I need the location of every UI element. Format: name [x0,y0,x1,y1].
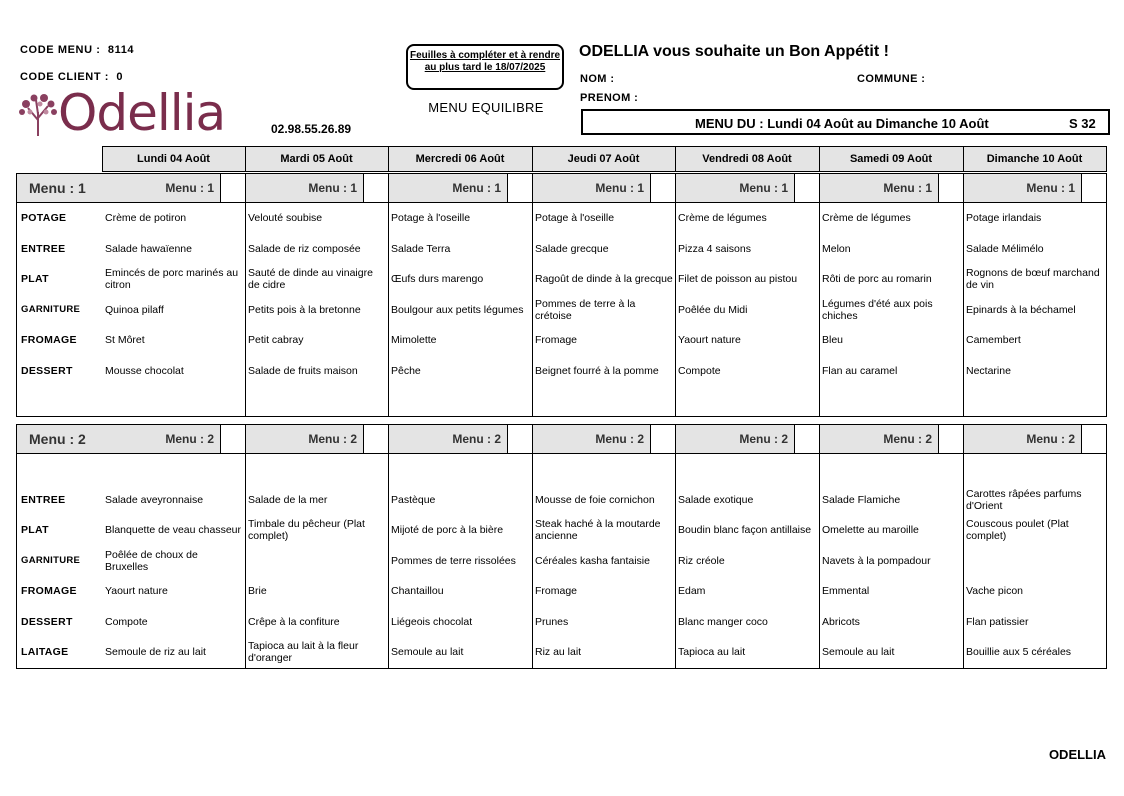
dish: Poêlée du Midi [678,303,748,316]
dish: Crème de légumes [678,212,767,225]
category-label: FROMAGE [21,585,77,598]
menu2-day-column [820,454,964,669]
footer-brand: ODELLIA [1048,747,1106,762]
dish: Pizza 4 saisons [678,242,751,255]
dish: St Môret [105,334,145,347]
dish: Beignet fourré à la pomme [535,364,659,377]
category-label: FROMAGE [21,334,77,347]
dish [389,454,532,485]
menu2-day-column [964,454,1107,669]
dish: Tapioca au lait à la fleur d'oranger [248,640,359,665]
dish: Potage irlandais [966,212,1042,225]
dish: Timbale du pêcheur (Plat complet) [248,518,365,543]
menu1-col-label: Menu : 1 [165,181,214,195]
menu2-col-label: Menu : 2 [165,432,214,446]
day-header-cell: Jeudi 07 Août [532,147,675,172]
menu1-col-label: Menu : 1 [595,181,644,195]
menu2-checkbox[interactable] [794,425,819,453]
menu1-day-column [964,203,1107,417]
dish: Bleu [822,334,844,347]
dish: Fromage [535,334,578,347]
dish: Crème de potiron [105,212,187,225]
dish [820,454,963,485]
menu1-checkbox[interactable] [220,174,245,202]
logo-text: Odellia [58,84,226,142]
menu2-checkbox[interactable] [507,425,532,453]
dish: Sauté de dinde au vinaigre de cidre [248,267,373,292]
dish: Yaourt nature [105,585,168,598]
day-header-cell: Samedi 09 Août [819,147,963,172]
dish: Pêche [391,364,421,377]
menu1-title-cell [17,174,246,203]
dish: Poêlée de choux de Bruxelles [105,548,198,573]
dish: Emincés de porc marinés au citron [105,267,239,292]
category-label: GARNITURE [21,303,81,315]
menu1-checkbox[interactable] [1081,174,1106,202]
menu-period-box [581,109,1110,135]
code-menu: CODE MENU : 8114 [20,44,135,56]
dish: Flan patissier [966,615,1029,628]
dish: Céréales kasha fantaisie [535,554,650,567]
menu2-day-column [533,454,676,669]
category-label: PLAT [21,524,49,537]
nom-label: NOM : [580,73,615,85]
category-label: POTAGE [21,212,67,225]
dish: Emmental [822,585,870,598]
dish: Ragoût de dinde à la grecque [535,273,673,286]
menu1-day-column [246,203,389,417]
dish: Abricots [822,615,860,628]
corner-blank [16,147,102,172]
dish: Semoule de riz au lait [105,646,206,659]
menu2-col-label: Menu : 2 [452,432,501,446]
dish: Rôti de porc au romarin [822,273,932,286]
menu1-col-label: Menu : 1 [308,181,357,195]
dish: Mousse de foie cornichon [535,493,655,506]
dish: Compote [678,364,721,377]
menu2-title-cell [17,425,246,454]
menu2-checkbox[interactable] [650,425,675,453]
dish: Mimolette [391,334,437,347]
dish: Petits pois à la bretonne [248,303,361,316]
dish: Bouillie aux 5 céréales [966,646,1072,659]
menu1-checkbox[interactable] [507,174,532,202]
menu1-title: Menu : 1 [29,180,86,196]
dish: Salade aveyronnaise [105,493,204,506]
dish: Epinards à la béchamel [966,303,1076,316]
dish: Liégeois chocolat [391,615,473,628]
menu1-day-column [533,203,676,417]
day-header-cell: Mercredi 06 Août [388,147,532,172]
menu2-table [16,424,1107,669]
menu2-col-label: Menu : 2 [308,432,357,446]
menu2-checkbox[interactable] [1081,425,1106,453]
dish [676,454,819,485]
dish: Quinoa pilaff [105,303,164,316]
prenom-label: PRENOM : [580,92,639,104]
dish: Mousse chocolat [105,364,184,377]
menu1-table [16,173,1107,417]
dish: Velouté soubise [248,212,323,225]
menu2-checkbox[interactable] [938,425,963,453]
menu1-checkbox[interactable] [794,174,819,202]
dish: Légumes d'été aux pois chiches [822,297,933,322]
menu-type: MENU EQUILIBRE [428,100,544,115]
dish [964,546,1106,577]
menu1-checkbox[interactable] [650,174,675,202]
dish: Carottes râpées parfums d'Orient [966,487,1082,512]
menu2-day-column [246,454,389,669]
day-header-cell: Mardi 05 Août [245,147,388,172]
menu2-checkbox[interactable] [363,425,388,453]
code-menu-value: 8114 [107,44,135,56]
dish [964,454,1106,485]
menu-period: MENU DU : Lundi 04 Août au Dimanche 10 Août [695,116,989,131]
day-header [16,146,1107,172]
dish: Salade Flamiche [822,493,901,506]
dish: Petit cabray [248,334,304,347]
greeting: ODELLIA vous souhaite un Bon Appétit ! [579,43,889,60]
dish: Riz créole [678,554,725,567]
dish: Chantaillou [391,585,444,598]
menu2-checkbox[interactable] [220,425,245,453]
dish: Salade grecque [535,242,609,255]
menu1-col-label: Menu : 1 [739,181,788,195]
dish: Salade exotique [678,493,754,506]
category-label: DESSERT [21,615,73,628]
dish: Salade de riz composée [248,242,361,255]
dish: Prunes [535,615,569,628]
week-number: S 32 [1069,116,1096,131]
dish: Salade hawaïenne [105,242,192,255]
code-client-value: 0 [116,71,124,83]
dish: Blanquette de veau chasseur [105,524,242,537]
dish: Edam [678,585,706,598]
menu2-col-label: Menu : 2 [1026,432,1075,446]
dish: Mijoté de porc à la bière [391,524,504,537]
dish: Riz au lait [535,646,582,659]
dish: Brie [248,585,267,598]
menu2-day-column [676,454,820,669]
menu1-day-column [17,203,246,417]
dish: Salade de la mer [248,493,328,506]
dish: Boudin blanc façon antillaise [678,524,812,537]
menu1-checkbox[interactable] [938,174,963,202]
dish: Salade Mélimélo [966,242,1044,255]
dish: Navets à la pompadour [822,554,931,567]
category-label: GARNITURE [21,554,81,566]
category-label: ENTREE [21,493,66,506]
dish: Fromage [535,585,578,598]
dish: Melon [822,242,851,255]
dish: Couscous poulet (Plat complet) [966,518,1069,543]
menu2-title: Menu : 2 [29,431,86,447]
dish: Vache picon [966,585,1024,598]
dish: Flan au caramel [822,364,898,377]
commune-label: COMMUNE : [857,73,926,85]
dish [246,546,388,577]
menu2-col-label: Menu : 2 [739,432,788,446]
dish: Blanc manger coco [678,615,768,628]
menu2-col-label: Menu : 2 [595,432,644,446]
category-label: DESSERT [21,364,73,377]
menu1-day-column [820,203,964,417]
dish: Salade de fruits maison [248,364,358,377]
dish: Crêpe à la confiture [248,615,340,628]
menu1-col-label: Menu : 1 [883,181,932,195]
category-label: LAITAGE [21,646,69,659]
dish: Camembert [966,334,1021,347]
dish: Semoule au lait [391,646,464,659]
dish: Œufs durs marengo [391,273,484,286]
category-label: PLAT [21,273,49,286]
dish [533,454,675,485]
menu1-day-column [389,203,533,417]
dish: Crème de légumes [822,212,911,225]
dish: Potage à l'oseille [391,212,471,225]
dish: Salade Terra [391,242,451,255]
dish: Semoule au lait [822,646,895,659]
dish: Potage à l'oseille [535,212,615,225]
deadline-notice: Feuilles à compléter et à rendre au plus tard le 18/07/2025 [406,44,564,90]
menu2-col-label: Menu : 2 [883,432,932,446]
menu2-day-column [389,454,533,669]
dish: Pommes de terre rissolées [391,554,516,567]
dish: Pommes de terre à la crétoise [535,297,636,322]
category-label: ENTREE [21,242,66,255]
dish [246,454,388,485]
menu1-col-label: Menu : 1 [1026,181,1075,195]
dish: Boulgour aux petits légumes [391,303,524,316]
code-client: CODE CLIENT : 0 [20,71,124,83]
menu1-day-column [676,203,820,417]
dish: Compote [105,615,148,628]
day-header-cell: Vendredi 08 Août [675,147,819,172]
dish: Nectarine [966,364,1011,377]
dish: Rognons de bœuf marchand de vin [966,267,1100,292]
dish: Tapioca au lait [678,646,746,659]
dish: Yaourt nature [678,334,741,347]
menu1-col-label: Menu : 1 [452,181,501,195]
dish: Pastèque [391,493,436,506]
dish: Omelette au maroille [822,524,919,537]
menu1-checkbox[interactable] [363,174,388,202]
day-header-cell: Dimanche 10 Août [963,147,1106,172]
dish: Filet de poisson au pistou [678,273,798,286]
dish: Steak haché à la moutarde ancienne [535,518,661,543]
day-header-cell: Lundi 04 Août [102,147,245,172]
odellia-logo [16,84,256,142]
menu2-day-column [17,454,246,669]
phone-number: 02.98.55.26.89 [271,122,352,136]
